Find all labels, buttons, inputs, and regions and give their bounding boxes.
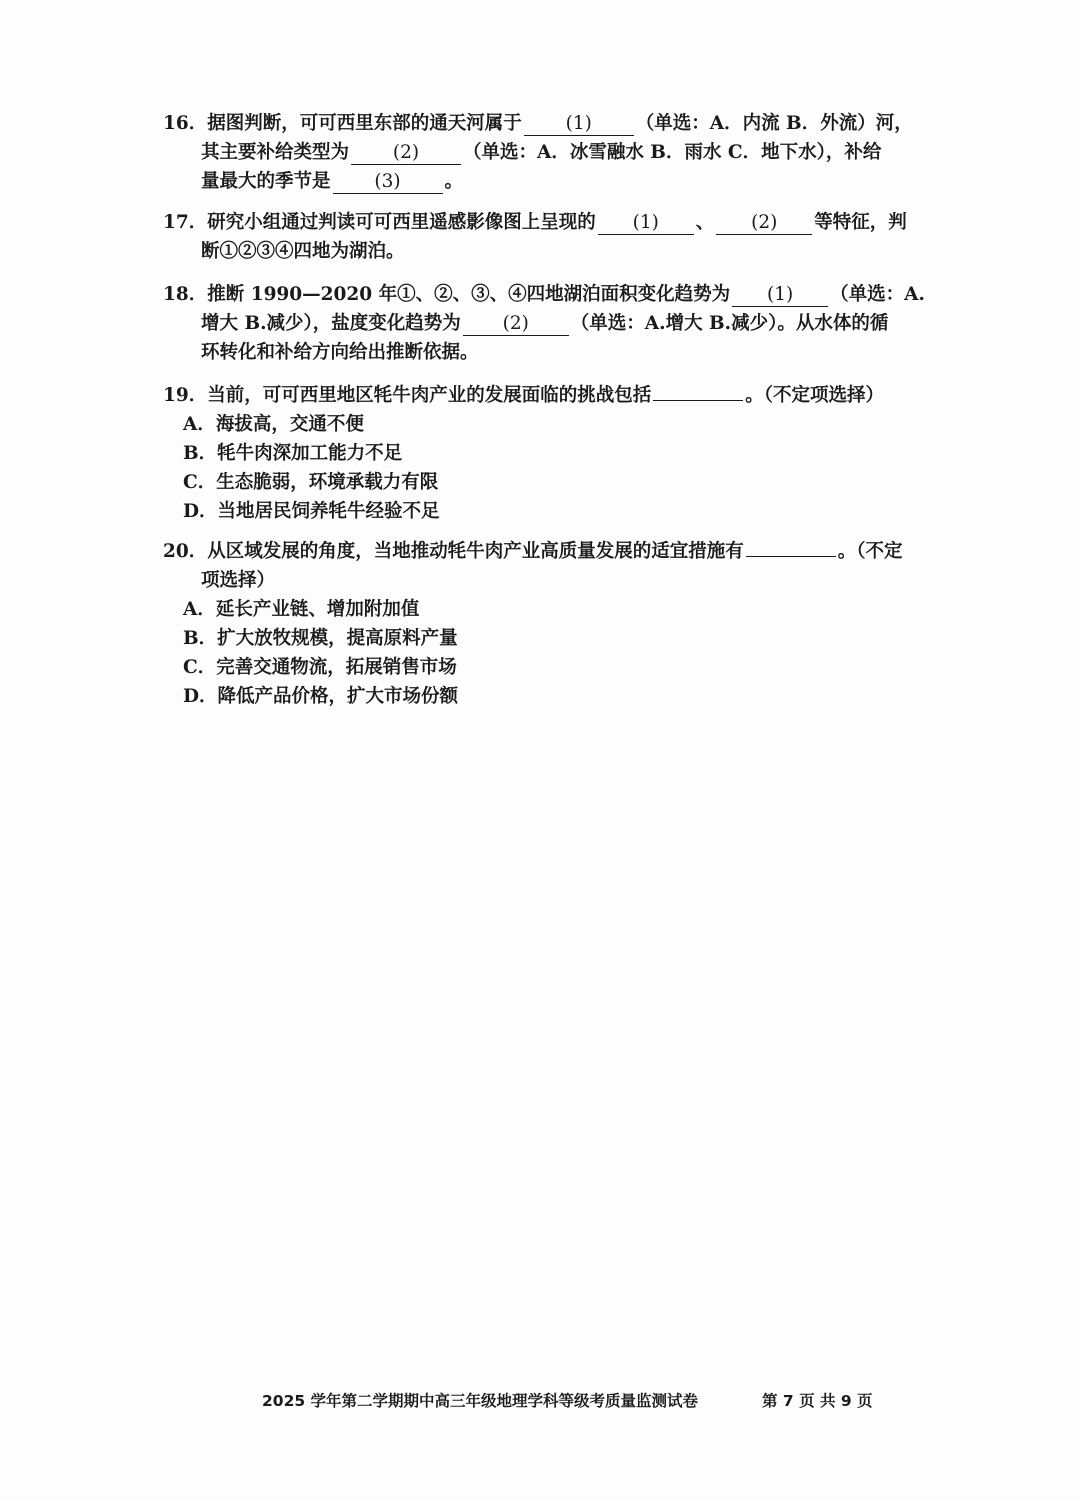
- question-number: 16．: [163, 113, 208, 134]
- answer-blank[interactable]: [746, 556, 836, 557]
- separator: 、: [695, 212, 715, 233]
- answer-blank[interactable]: (2): [716, 212, 812, 235]
- answer-blank[interactable]: (3): [333, 171, 443, 194]
- question-text: 项选择）: [201, 570, 276, 591]
- answer-blank[interactable]: (1): [598, 212, 694, 235]
- question-text: 。: [444, 171, 464, 192]
- question-text: 。（不定: [837, 541, 903, 562]
- option-d[interactable]: D．降低产品价格，扩大市场份额: [183, 686, 459, 707]
- question-text: 推断 1990—2020 年①、②、③、④四地湖泊面积变化趋势为: [207, 284, 731, 305]
- question-16: [163, 109, 923, 196]
- option-d[interactable]: D．当地居民饲养牦牛经验不足: [183, 501, 440, 522]
- option-a[interactable]: A．延长产业链、增加附加值: [183, 599, 420, 620]
- exam-title: 2025 学年第二学期期中高三年级地理学科等级考质量监测试卷: [262, 1392, 699, 1410]
- question-text: 据图判断，可可西里东部的通天河属于: [207, 113, 522, 134]
- question-number: 19．: [163, 385, 208, 406]
- question-text: 增大 B.减少），盐度变化趋势为: [201, 313, 461, 334]
- question-text: （单选：A.增大 B.减少）。从水体的循: [570, 313, 889, 334]
- question-number: 20．: [163, 541, 208, 562]
- answer-blank[interactable]: (1): [732, 284, 828, 307]
- option-c[interactable]: C．生态脆弱，环境承载力有限: [183, 472, 439, 493]
- question-17: [163, 208, 923, 266]
- options-list: [163, 410, 923, 526]
- page-number: 第 7 页 共 9 页: [762, 1392, 873, 1410]
- answer-blank[interactable]: (1): [524, 113, 634, 136]
- question-text: 环转化和补给方向给出推断依据。: [201, 342, 479, 363]
- question-text: 量最大的季节是: [201, 171, 331, 192]
- option-a[interactable]: A．海拔高，交通不便: [183, 414, 364, 435]
- question-text: 当前，可可西里地区牦牛肉产业的发展面临的挑战包括: [207, 385, 652, 406]
- question-number: 18．: [163, 284, 208, 305]
- option-c[interactable]: C．完善交通物流，拓展销售市场: [183, 657, 457, 678]
- question-text: 断①②③④四地为湖泊。: [201, 241, 405, 262]
- question-text: 其主要补给类型为: [201, 142, 350, 163]
- question-text: （单选：A．内流 B．外流）河，: [635, 113, 913, 134]
- question-text: 从区域发展的角度，当地推动牦牛肉产业高质量发展的适宜措施有: [207, 541, 744, 562]
- question-text: 。（不定项选择）: [745, 385, 885, 406]
- question-text: （单选：A．冰雪融水 B．雨水 C．地下水），补给: [463, 142, 882, 163]
- options-list: [163, 595, 923, 711]
- question-text: （单选：A.: [830, 284, 925, 305]
- question-20: [163, 537, 923, 711]
- answer-blank[interactable]: [653, 400, 743, 401]
- option-b[interactable]: B．牦牛肉深加工能力不足: [183, 443, 403, 464]
- question-19: [163, 381, 923, 526]
- question-number: 17．: [163, 212, 208, 233]
- question-text: 研究小组通过判读可可西里遥感影像图上呈现的: [207, 212, 596, 233]
- question-18: [163, 280, 923, 367]
- question-text: 等特征，判: [814, 212, 907, 233]
- option-b[interactable]: B．扩大放牧规模，提高原料产量: [183, 628, 458, 649]
- answer-blank[interactable]: (2): [463, 313, 569, 336]
- answer-blank[interactable]: (2): [351, 142, 461, 165]
